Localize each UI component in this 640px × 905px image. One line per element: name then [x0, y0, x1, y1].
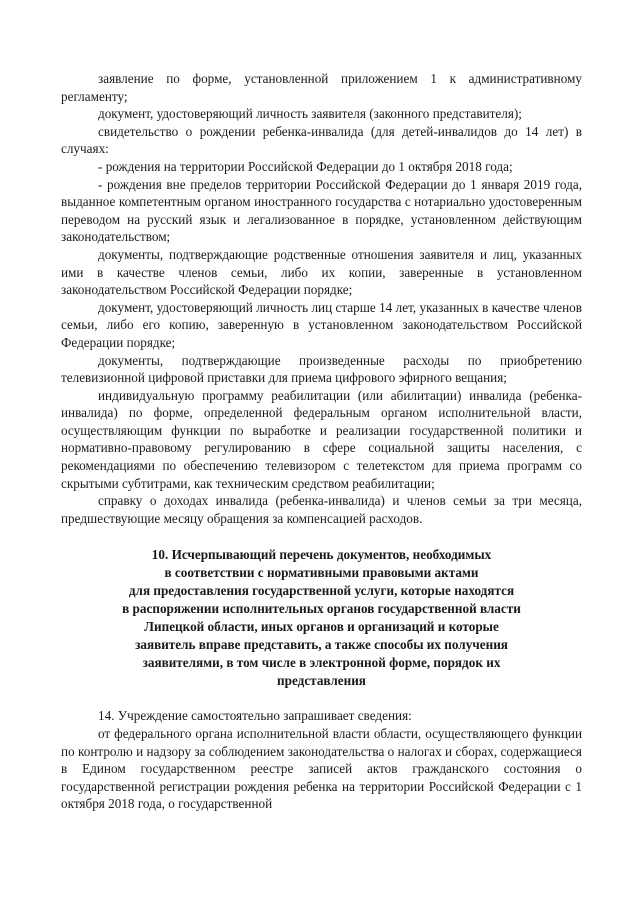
paragraph-kinship-documents: документы, подтверждающие родственные отношения заявителя и лиц, указанных ими в качестве членов семьи, либо их копии, заверенные в установленном законодательством Российской Федерации порядке; — [61, 246, 582, 298]
heading-line: в соответствии с нормативными правовыми актами — [164, 565, 479, 581]
paragraph-expense-documents: документы, подтверждающие произведенные расходы по приобретению телевизионной цифровой приставки для приема цифрового эфирного вещания; — [61, 352, 582, 386]
paragraph-birth-abroad: - рождения вне пределов территории Российской Федерации до 1 января 2019 года, выданное компетентным органом иностранного государства с нотариально удостоверенным переводом на русский язык и легализованное в порядке, установленном действующим законодательством; — [61, 176, 582, 245]
heading-line: для предоставления государственной услуги, которые находятся — [128, 583, 515, 599]
heading-line: заявителями, в том числе в электронной форме, порядок их — [142, 655, 501, 671]
paragraph-birth-certificate: свидетельство о рождении ребенка-инвалида (для детей-инвалидов до 14 лет) в случаях: — [61, 123, 582, 157]
paragraph-clause-14: 14. Учреждение самостоятельно запрашивает сведения: — [98, 708, 412, 724]
paragraph-application-form: заявление по форме, установленной приложением 1 к административному регламенту; — [61, 71, 582, 104]
heading-line: представления — [277, 673, 366, 689]
paragraph-federal-tax-authority: от федерального органа исполнительной власти области, осуществляющего функции по контролю и надзору за соблюдением законодательства о налогах и сборах, содержащиеся в Едином государственном реестре записей актов гражданского состояния о государственной регистрации рождения ребенка на территории Российской Федерации с 1 октября 2018 года, о государственной — [61, 726, 582, 812]
paragraph-rehabilitation-program: индивидуальную программу реабилитации (или абилитации) инвалида (ребенка-инвалида) по форме, определенной федеральным органом исполнительной власти, осуществляющим функции по выработке и реализации государственной политики и нормативно-правовому регулированию в сфере социальной защиты населения, с рекомендациями по обеспечению телевизором с телетекстом для приема программ со скрытыми субтитрами, как техническим средством реабилитации; — [61, 387, 582, 491]
heading-line: 10. Исчерпывающий перечень документов, необходимых — [151, 547, 492, 563]
heading-line: Липецкой области, иных органов и организаций и которые — [144, 619, 499, 635]
paragraph-income-certificate: справку о доходах инвалида (ребенка-инвалида) и членов семьи за три месяца, предшествующие месяцу обращения за компенсацией расходов. — [61, 493, 582, 526]
section-heading — [97, 546, 546, 690]
heading-line: в распоряжении исполнительных органов государственной власти — [122, 601, 521, 617]
paragraph-family-member-id: документ, удостоверяющий личность лиц старше 14 лет, указанных в качестве членов семьи, либо его копию, заверенную в установленном законодательством Российской Федерации порядке; — [61, 299, 582, 350]
paragraph-applicant-id: документ, удостоверяющий личность заявителя (законного представителя); — [98, 106, 522, 122]
paragraph-birth-in-russia: - рождения на территории Российской Федерации до 1 октября 2018 года; — [98, 158, 513, 174]
heading-line: заявитель вправе представить, а также способы их получения — [135, 637, 508, 653]
